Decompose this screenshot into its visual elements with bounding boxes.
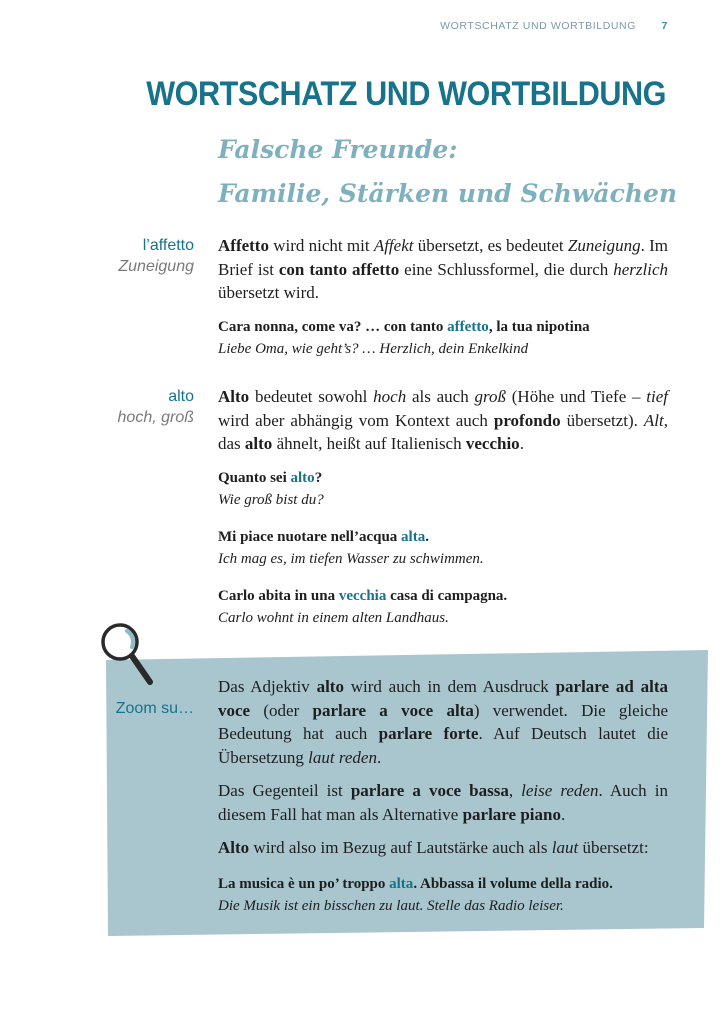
example-affetto-1 <box>218 316 678 360</box>
zoom-paragraph: Das Adjektiv alto wird auch in dem Ausdruck parlare ad alta voce (oder parlare a voce alta) verwendet. Die gleiche Bedeutung hat auch parlare forte. Auf Deutsch lautet die Übersetzung laut reden. <box>218 677 669 767</box>
example-german: Wie groß bist du? <box>218 492 324 508</box>
magnifier-icon <box>96 620 156 690</box>
example-alto-2 <box>218 526 678 570</box>
entry-paragraph: Alto bedeutet sowohl hoch als auch groß (Höhe und Tiefe – tief wird aber abhängig vom Kontext auch profondo übersetzt). Alt, das alto ähnelt, heißt auf Italienisch vecchio. <box>218 387 669 453</box>
example-german: Liebe Oma, wie geht’s? … Herzlich, dein Enkelkind <box>218 341 529 357</box>
example-german: Ich mag es, im tiefen Wasser zu schwimmen. <box>218 551 484 567</box>
zoom-label: Zoom su… <box>115 700 194 717</box>
example-italian: Quanto sei alto? <box>218 470 323 486</box>
entry-gloss: hoch, groß <box>117 409 194 426</box>
running-head <box>440 20 668 32</box>
page-number: 7 <box>661 20 668 32</box>
example-italian: La musica è un po’ troppo alta. Abbassa il volume della radio. <box>218 876 613 892</box>
subtitle-line-1: Falsche Freunde: <box>218 135 458 164</box>
subtitle-line-2: Familie, Stärken und Schwächen <box>218 179 678 208</box>
example-italian: Carlo abita in una vecchia casa di campagna. <box>218 588 508 604</box>
entry-term: alto <box>168 388 194 405</box>
example-italian: Cara nonna, come va? … con tanto affetto, la tua nipotina <box>218 319 590 335</box>
example-german: Carlo wohnt in einem alten Landhaus. <box>218 610 449 626</box>
entry-text-affetto <box>218 234 668 305</box>
running-head-title: WORTSCHATZ UND WORTBILDUNG <box>440 20 637 32</box>
entry-term-alto <box>40 386 194 428</box>
page-subtitle <box>218 128 688 216</box>
entry-term-affetto <box>40 235 194 277</box>
example-italian: Mi piace nuotare nell’acqua alta. <box>218 529 429 545</box>
example-alto-1 <box>218 467 678 511</box>
zoom-text <box>218 675 668 870</box>
entry-text-alto <box>218 385 668 456</box>
entry-gloss: Zuneigung <box>118 258 194 275</box>
page-title: WORTSCHATZ UND WORTBILDUNG <box>146 75 666 113</box>
zoom-example <box>218 873 688 917</box>
example-german: Die Musik ist ein bisschen zu laut. Stelle das Radio leiser. <box>218 898 564 914</box>
zoom-paragraph: Das Gegenteil ist parlare a voce bassa, leise reden. Auch in diesem Fall hat man als Alternative parlare piano. <box>218 781 668 824</box>
zoom-paragraph: Alto wird also im Bezug auf Lautstärke auch als laut übersetzt: <box>218 838 649 857</box>
entry-paragraph: Affetto wird nicht mit Affekt übersetzt, es bedeutet Zuneigung. Im Brief ist con tanto affetto eine Schlussformel, die durch herzlich übersetzt wird. <box>218 236 669 302</box>
entry-term: l’affetto <box>142 237 194 254</box>
example-alto-3 <box>218 585 678 629</box>
